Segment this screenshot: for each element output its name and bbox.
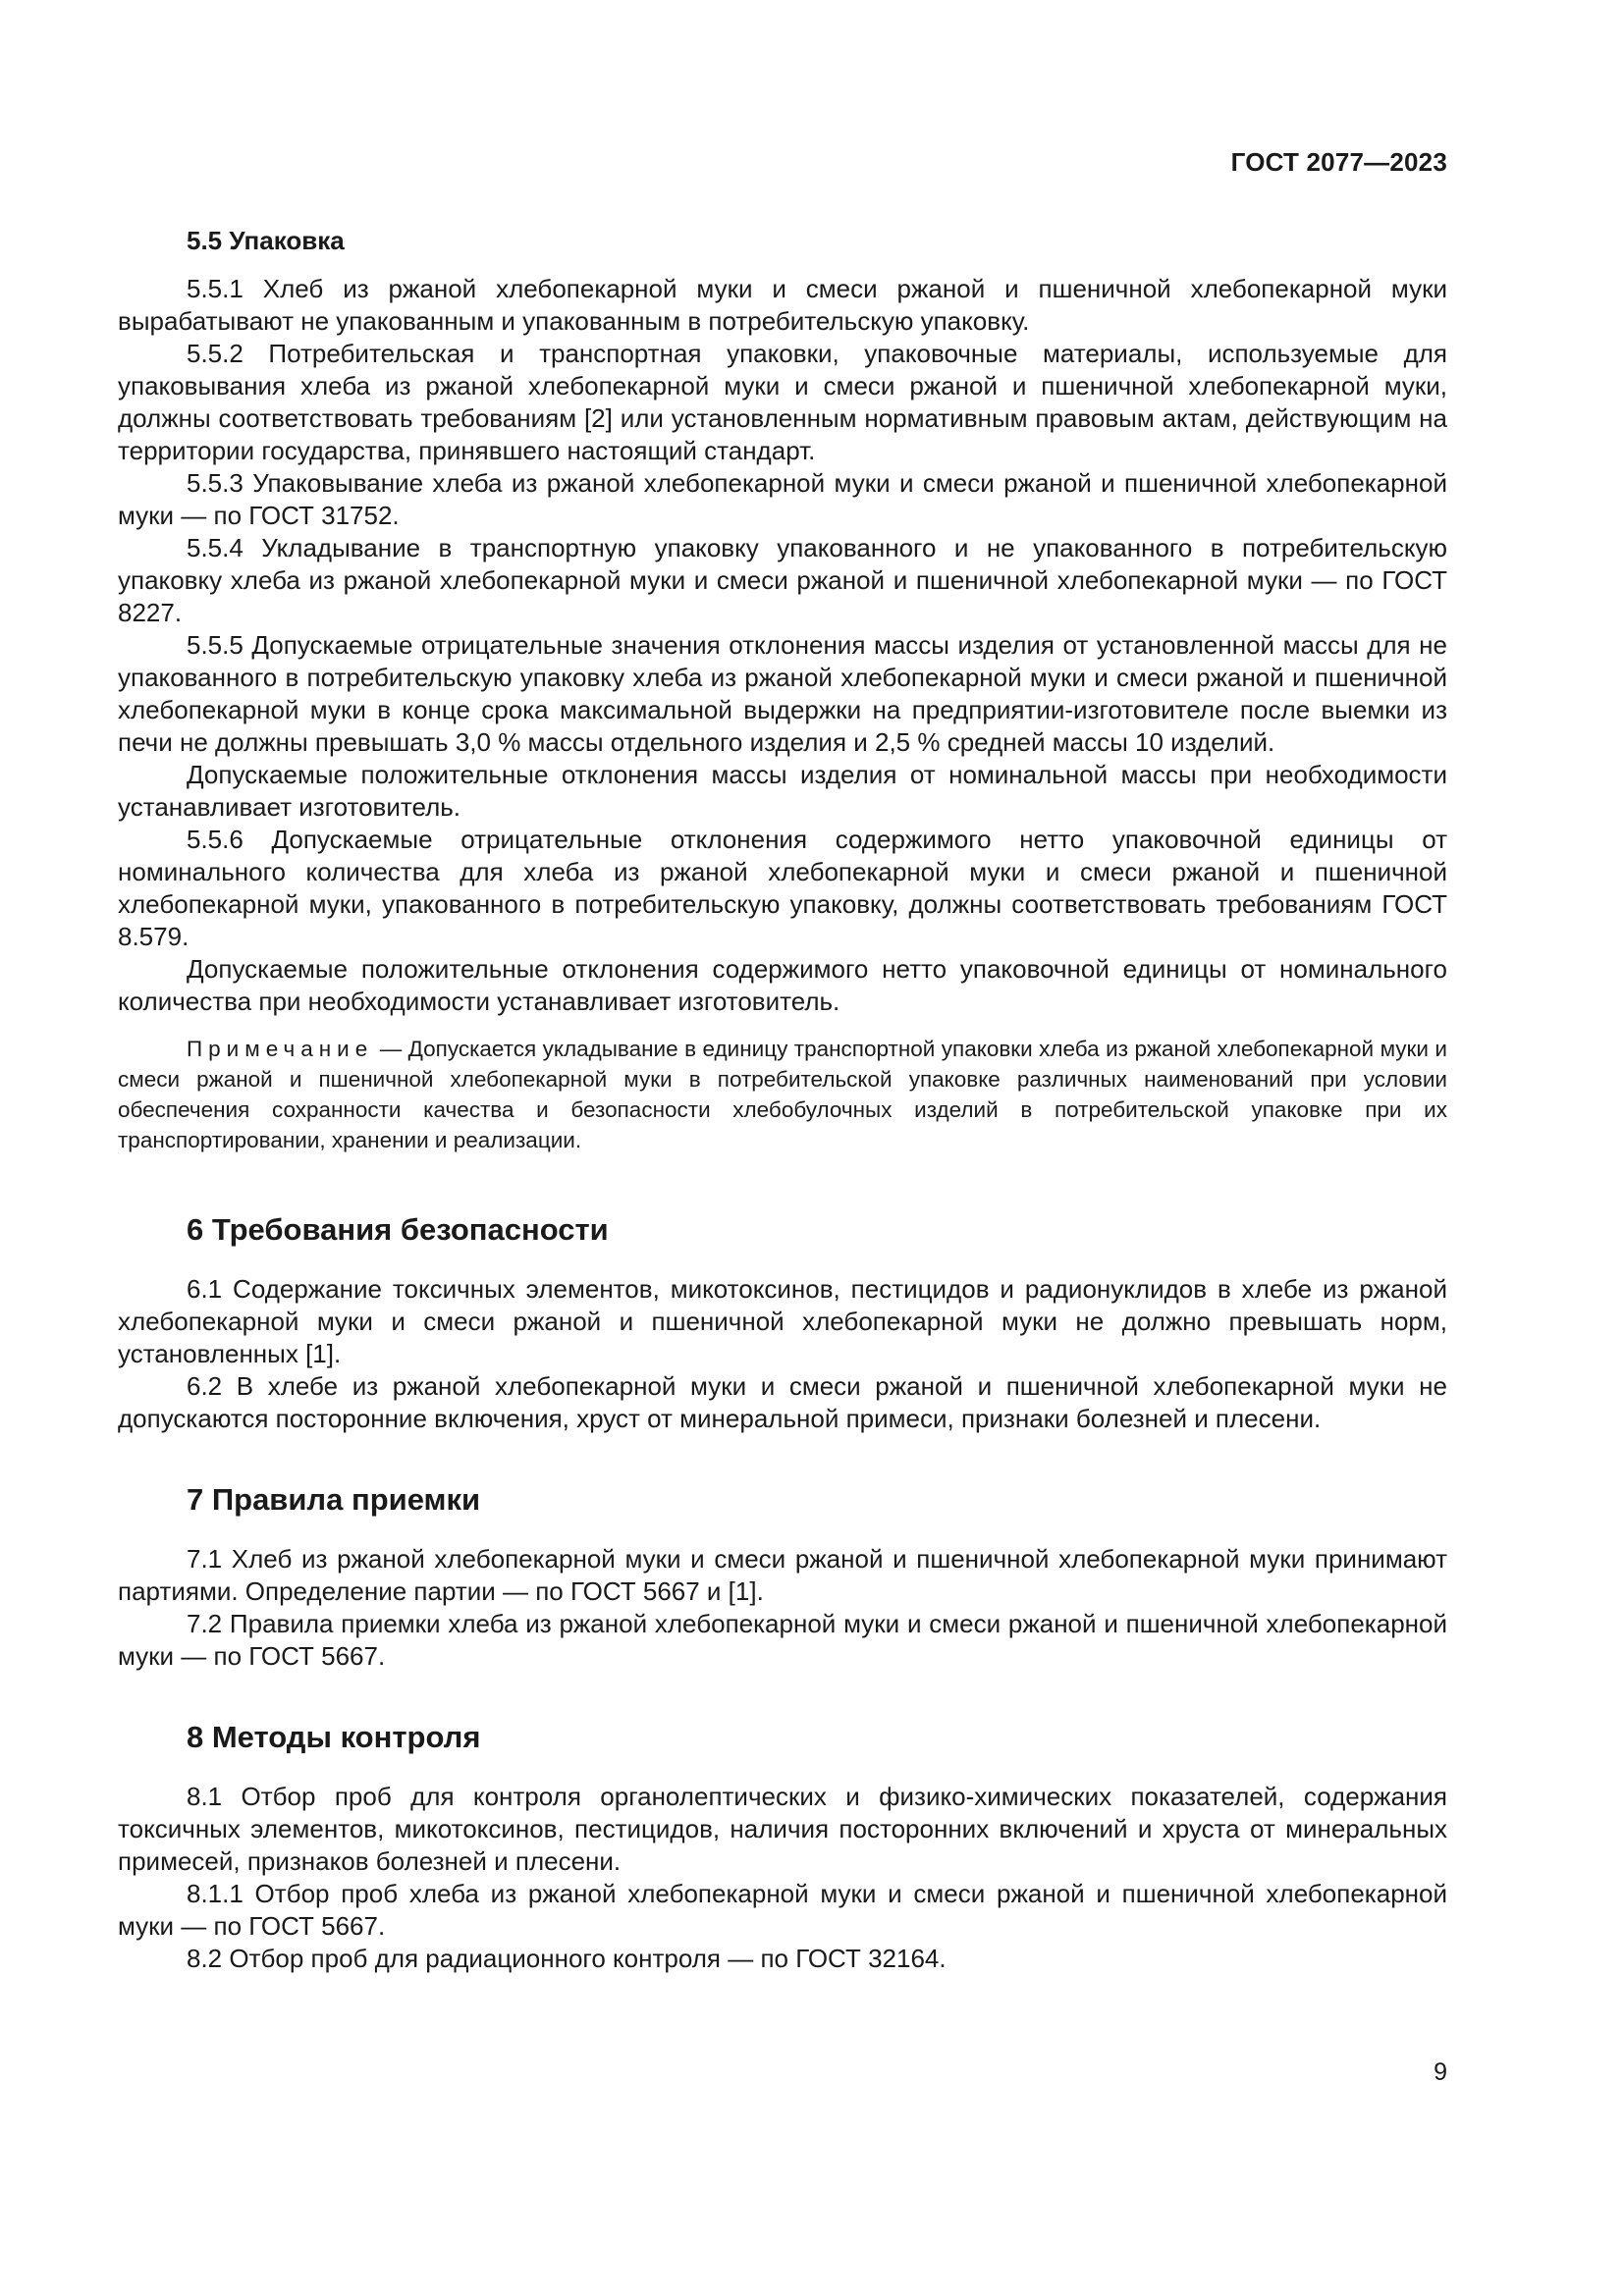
section-8 — [118, 1718, 1447, 1975]
paragraph-8-2: 8.2 Отбор проб для радиационного контроля — по ГОСТ 32164. — [187, 1944, 947, 1973]
paragraph-7-2: 7.2 Правила приемки хлеба из ржаной хлебопекарной муки и смеси ржаной и пшеничной хлебопекарной муки — по ГОСТ 5667. — [118, 1609, 1447, 1671]
paragraph-5-5-5: 5.5.5 Допускаемые отрицательные значения отклонения массы изделия от установленной массы для не упакованного в потребительскую упаковку хлеба из ржаной хлебопекарной муки и смеси ржаной и пшеничной хлебопекарной муки в конце срока максимальной выдержки на предприятии-изготовителе после выемки из печи не должны превышать 3,0 % массы отдельного изделия и 2,5 % средней массы 10 изделий. — [118, 630, 1447, 757]
paragraph-8-1-1: 8.1.1 Отбор проб хлеба из ржаной хлебопекарной муки и смеси ржаной и пшеничной хлебопекарной муки — по ГОСТ 5667. — [118, 1879, 1447, 1941]
document-body — [118, 224, 1447, 1975]
paragraph-6-1: 6.1 Содержание токсичных элементов, микотоксинов, пестицидов и радионуклидов в хлебе из ржаной хлебопекарной муки и смеси ржаной и пшеничной хлебопекарной муки не должно превышать норм, установленных [1]. — [118, 1274, 1447, 1368]
paragraph-5-5-2: 5.5.2 Потребительская и транспортная упаковки, упаковочные материалы, используемые для упаковывания хлеба из ржаной хлебопекарной муки и смеси ржаной и пшеничной хлебопекарной муки, должны соответствовать требованиям [2] или установленным нормативным правовым актам, действующим на территории государства, принявшего настоящий стандарт. — [118, 339, 1447, 465]
section-7 — [118, 1480, 1447, 1673]
paragraph-5-5-6-positive: Допускаемые положительные отклонения содержимого нетто упаковочной единицы от номинального количества при необходимости устанавливает изготовитель. — [118, 954, 1447, 1016]
paragraph-5-5-6: 5.5.6 Допускаемые отрицательные отклонения содержимого нетто упаковочной единицы от номинального количества для хлеба из ржаной хлебопекарной муки и смеси ржаной и пшеничной хлебопекарной муки, упакованного в потребительскую упаковку, должны соответствовать требованиям ГОСТ 8.579. — [118, 825, 1447, 951]
paragraph-6-2: 6.2 В хлебе из ржаной хлебопекарной муки и смеси ржаной и пшеничной хлебопекарной муки не допускаются посторонние включения, хруст от минеральной примеси, признаки болезней и плесени. — [118, 1371, 1447, 1433]
section-heading: 8 Методы контроля — [187, 1720, 481, 1754]
note — [118, 1034, 1447, 1155]
section-heading: 7 Правила приемки — [187, 1482, 481, 1517]
section-6 — [118, 1210, 1447, 1435]
note-text: — Допускается укладывание в единицу транспортной упаковки хлеба из ржаной хлебопекарной муки и смеси ржаной и пшеничной хлебопекарной муки в потребительской упаковке различных наименований при условии обеспечения сохранности качества и безопасности хлебобулочных изделий в потребительской упаковке при их транспортировании, хранении и реализации. — [118, 1037, 1447, 1152]
section-heading: 6 Требования безопасности — [187, 1212, 609, 1247]
paragraph-7-1: 7.1 Хлеб из ржаной хлебопекарной муки и смеси ржаной и пшеничной хлебопекарной муки принимают партиями. Определение партии — по ГОСТ 5667 и [1]. — [118, 1544, 1447, 1606]
paragraph-5-5-3: 5.5.3 Упаковывание хлеба из ржаной хлебопекарной муки и смеси ржаной и пшеничной хлебопекарной муки — по ГОСТ 31752. — [118, 468, 1447, 530]
section-5-5 — [118, 224, 1447, 1155]
note-label: Примечание — [187, 1037, 374, 1061]
page-number: 9 — [1434, 2058, 1447, 2086]
paragraph-5-5-4: 5.5.4 Укладывание в транспортную упаковку упакованного и не упакованного в потребительскую упаковку хлеба из ржаной хлебопекарной муки и смеси ржаной и пшеничной хлебопекарной муки — по ГОСТ 8227. — [118, 533, 1447, 627]
document-code-header: ГОСТ 2077—2023 — [1230, 147, 1447, 177]
subsection-heading: 5.5 Упаковка — [187, 226, 345, 255]
paragraph-8-1: 8.1 Отбор проб для контроля органолептических и физико-химических показателей, содержания токсичных элементов, микотоксинов, пестицидов, наличия посторонних включений и хруста от минеральных примесей, признаков болезней и плесени. — [118, 1782, 1447, 1876]
paragraph-5-5-5-positive: Допускаемые положительные отклонения массы изделия от номинальной массы при необходимости устанавливает изготовитель. — [118, 760, 1447, 822]
paragraph-5-5-1: 5.5.1 Хлеб из ржаной хлебопекарной муки и смеси ржаной и пшеничной хлебопекарной муки вырабатывают не упакованным и упакованным в потребительскую упаковку. — [118, 274, 1447, 336]
